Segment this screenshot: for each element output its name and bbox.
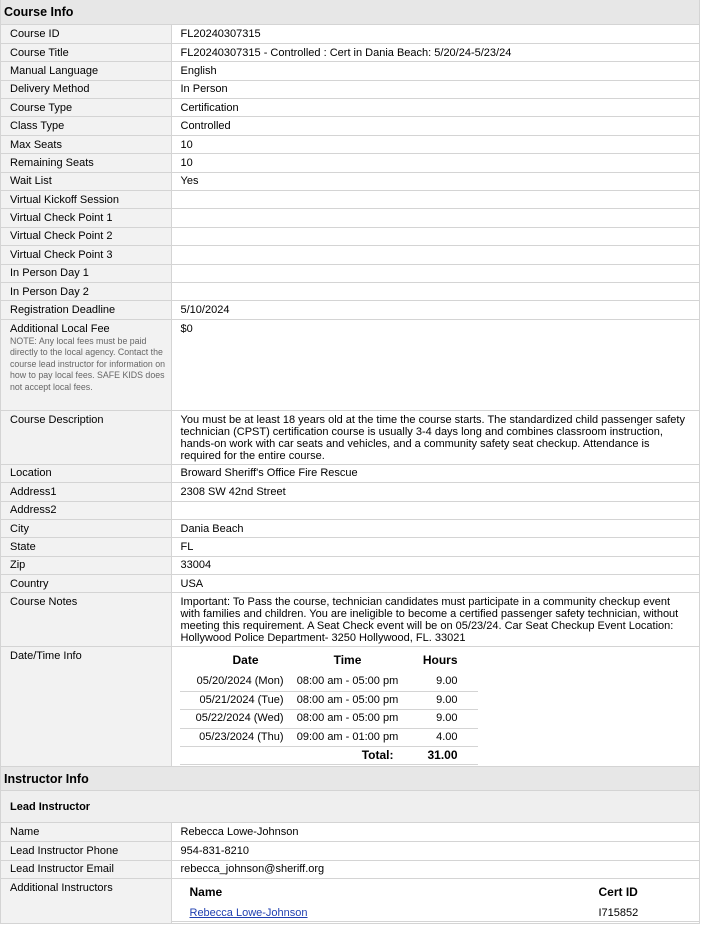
max-seats-label: Max Seats bbox=[1, 135, 171, 153]
course-id-row bbox=[1, 25, 699, 43]
schedule-total-row bbox=[180, 747, 478, 765]
in-person-day-1-value bbox=[171, 264, 699, 282]
name-value: Rebecca Lowe-Johnson bbox=[171, 823, 699, 841]
instructor-info-title: Instructor Info bbox=[4, 771, 89, 786]
address1-value: 2308 SW 42nd Street bbox=[171, 483, 699, 501]
fee-row bbox=[1, 319, 699, 410]
delivery-method-label: Delivery Method bbox=[1, 80, 171, 98]
session-hours: 9.00 bbox=[402, 710, 478, 728]
address2-value bbox=[171, 501, 699, 519]
country-label: Country bbox=[1, 575, 171, 593]
wait-list-row bbox=[1, 172, 699, 190]
virtual-check-point-2-label: Virtual Check Point 2 bbox=[1, 227, 171, 245]
zip-value: 33004 bbox=[171, 556, 699, 574]
session-date: 05/23/2024 (Thu) bbox=[180, 728, 294, 746]
lead-instructor-email-row bbox=[1, 860, 699, 878]
session-date: 05/20/2024 (Mon) bbox=[180, 673, 294, 691]
state-value: FL bbox=[171, 538, 699, 556]
schedule-time-header: Time bbox=[333, 653, 362, 668]
session-date: 05/21/2024 (Tue) bbox=[180, 691, 294, 709]
delivery-method-row bbox=[1, 80, 699, 98]
description-value-cell bbox=[171, 410, 699, 464]
additional-instructors-table bbox=[172, 885, 700, 922]
additional-instructors-label-cell bbox=[1, 879, 171, 924]
schedule-table bbox=[180, 653, 478, 765]
virtual-kickoff-session-row bbox=[1, 191, 699, 209]
class-type-label: Class Type bbox=[1, 117, 171, 135]
lead-instructor-phone-label: Lead Instructor Phone bbox=[1, 842, 171, 860]
virtual-check-point-3-row bbox=[1, 246, 699, 264]
virtual-kickoff-session-label: Virtual Kickoff Session bbox=[1, 191, 171, 209]
instructor-name-header: Name bbox=[189, 885, 223, 900]
in-person-day-2-row bbox=[1, 282, 699, 300]
description-text: You must be at least 18 years old at the time the course starts. The standardized child passenger safety technician (CPST) certification course is usually 3-4 days long and combines classroom instruction, hands-on work with car seats and vehicles, and a community safety seat checkup. Attendance is required for the entire course. bbox=[180, 413, 685, 462]
course-title-value: FL20240307315 - Controlled : Cert in Dania Beach: 5/20/24-5/23/24 bbox=[171, 43, 699, 61]
session-date: 05/22/2024 (Wed) bbox=[180, 710, 294, 728]
course-type-label: Course Type bbox=[1, 99, 171, 117]
datetime-row bbox=[1, 647, 699, 767]
additional-instructors-cell bbox=[171, 879, 699, 924]
fee-value: $0 bbox=[180, 322, 193, 335]
instructor-cert-id: I715852 bbox=[590, 905, 700, 922]
location-row bbox=[1, 464, 699, 482]
course-info-header bbox=[1, 0, 699, 25]
virtual-check-point-2-value bbox=[171, 227, 699, 245]
virtual-kickoff-session-value bbox=[171, 191, 699, 209]
schedule-row bbox=[180, 691, 478, 709]
additional-instructors-label: Additional Instructors bbox=[10, 882, 113, 895]
notes-label: Course Notes bbox=[10, 596, 78, 609]
name-label: Name bbox=[1, 823, 171, 841]
country-row bbox=[1, 575, 699, 593]
city-label: City bbox=[1, 519, 171, 537]
additional-instructors-row bbox=[1, 879, 699, 924]
fee-label: Additional Local Fee bbox=[10, 322, 110, 335]
instructor-table bbox=[1, 823, 699, 924]
delivery-method-value: In Person bbox=[171, 80, 699, 98]
notes-text: Important: To Pass the course, technician candidates must participate in a community checkup event with families and children. You are ineligible to become a certified passenger safety technician, without meeting this requirement. A Seat Check event will be on 05/23/24. Car Seat Checkup Event Location: Hollywood Police Department- 3250 Hollywood, FL. 33021 bbox=[180, 596, 679, 645]
city-value: Dania Beach bbox=[171, 519, 699, 537]
schedule-total-spacer bbox=[180, 747, 294, 765]
fee-label-cell bbox=[1, 319, 171, 410]
registration-deadline-row bbox=[1, 301, 699, 319]
course-title-row bbox=[1, 43, 699, 61]
notes-row bbox=[1, 593, 699, 647]
in-person-day-1-row bbox=[1, 264, 699, 282]
virtual-check-point-2-row bbox=[1, 227, 699, 245]
state-row bbox=[1, 538, 699, 556]
fee-note: NOTE: Any local fees must be paid directly to the local agency. Contact the course lead instructor for information on how to pay local fees. SAFE KIDS does not accept local fees. bbox=[10, 335, 165, 392]
session-hours: 9.00 bbox=[402, 691, 478, 709]
address1-row bbox=[1, 483, 699, 501]
instructor-cert-header: Cert ID bbox=[598, 885, 638, 900]
remaining-seats-row bbox=[1, 154, 699, 172]
instructor-info-header bbox=[1, 767, 699, 791]
schedule-row bbox=[180, 710, 478, 728]
lead-instructor-title: Lead Instructor bbox=[10, 800, 91, 813]
in-person-day-1-label: In Person Day 1 bbox=[1, 264, 171, 282]
description-label: Course Description bbox=[10, 413, 104, 426]
in-person-day-2-value bbox=[171, 282, 699, 300]
class-type-row bbox=[1, 117, 699, 135]
remaining-seats-value: 10 bbox=[171, 154, 699, 172]
fee-value-cell bbox=[171, 319, 699, 410]
schedule-row bbox=[180, 728, 478, 746]
course-title-label: Course Title bbox=[1, 43, 171, 61]
instructor-name-cell bbox=[172, 905, 590, 922]
session-time: 08:00 am - 05:00 pm bbox=[294, 691, 402, 709]
instructor-list-item bbox=[172, 905, 700, 922]
in-person-day-2-label: In Person Day 2 bbox=[1, 282, 171, 300]
wait-list-value: Yes bbox=[171, 172, 699, 190]
max-seats-value: 10 bbox=[171, 135, 699, 153]
lead-instructor-email-label: Lead Instructor Email bbox=[1, 860, 171, 878]
session-time: 08:00 am - 05:00 pm bbox=[294, 673, 402, 691]
registration-deadline-label: Registration Deadline bbox=[1, 301, 171, 319]
location-value: Broward Sheriff's Office Fire Rescue bbox=[171, 464, 699, 482]
schedule-total-label: Total: bbox=[294, 747, 402, 765]
address2-label: Address2 bbox=[1, 501, 171, 519]
datetime-value-cell bbox=[171, 647, 699, 767]
max-seats-row bbox=[1, 135, 699, 153]
description-label-cell bbox=[1, 410, 171, 464]
name-row bbox=[1, 823, 699, 841]
wait-list-label: Wait List bbox=[1, 172, 171, 190]
course-id-value: FL20240307315 bbox=[171, 25, 699, 43]
virtual-check-point-1-value bbox=[171, 209, 699, 227]
country-value: USA bbox=[171, 575, 699, 593]
instructor-name-link[interactable]: Rebecca Lowe-Johnson bbox=[189, 907, 308, 920]
manual-language-row bbox=[1, 62, 699, 80]
manual-language-label: Manual Language bbox=[1, 62, 171, 80]
manual-language-value: English bbox=[171, 62, 699, 80]
class-type-value: Controlled bbox=[171, 117, 699, 135]
datetime-label-cell bbox=[1, 647, 171, 767]
session-time: 09:00 am - 01:00 pm bbox=[294, 728, 402, 746]
course-info-title: Course Info bbox=[4, 5, 74, 19]
virtual-check-point-3-label: Virtual Check Point 3 bbox=[1, 246, 171, 264]
virtual-check-point-1-row bbox=[1, 209, 699, 227]
session-hours: 4.00 bbox=[402, 728, 478, 746]
session-time: 08:00 am - 05:00 pm bbox=[294, 710, 402, 728]
lead-instructor-phone-row bbox=[1, 842, 699, 860]
course-type-value: Certification bbox=[171, 99, 699, 117]
course-info-table bbox=[1, 25, 699, 767]
lead-instructor-header bbox=[1, 791, 699, 823]
datetime-label: Date/Time Info bbox=[10, 650, 82, 663]
course-id-label: Course ID bbox=[1, 25, 171, 43]
location-label: Location bbox=[1, 464, 171, 482]
session-hours: 9.00 bbox=[402, 673, 478, 691]
address2-row bbox=[1, 501, 699, 519]
schedule-hours-header: Hours bbox=[422, 653, 458, 668]
virtual-check-point-3-value bbox=[171, 246, 699, 264]
zip-label: Zip bbox=[1, 556, 171, 574]
remaining-seats-label: Remaining Seats bbox=[1, 154, 171, 172]
schedule-date-header: Date bbox=[232, 653, 259, 668]
address1-label: Address1 bbox=[1, 483, 171, 501]
schedule-total-hours: 31.00 bbox=[402, 747, 478, 765]
state-label: State bbox=[1, 538, 171, 556]
description-row bbox=[1, 410, 699, 464]
zip-row bbox=[1, 556, 699, 574]
course-type-row bbox=[1, 99, 699, 117]
lead-instructor-email-value: rebecca_johnson@sheriff.org bbox=[171, 860, 699, 878]
notes-label-cell bbox=[1, 593, 171, 647]
notes-value-cell bbox=[171, 593, 699, 647]
lead-instructor-phone-value: 954-831-8210 bbox=[171, 842, 699, 860]
virtual-check-point-1-label: Virtual Check Point 1 bbox=[1, 209, 171, 227]
registration-deadline-value: 5/10/2024 bbox=[171, 301, 699, 319]
city-row bbox=[1, 519, 699, 537]
schedule-row bbox=[180, 673, 478, 691]
